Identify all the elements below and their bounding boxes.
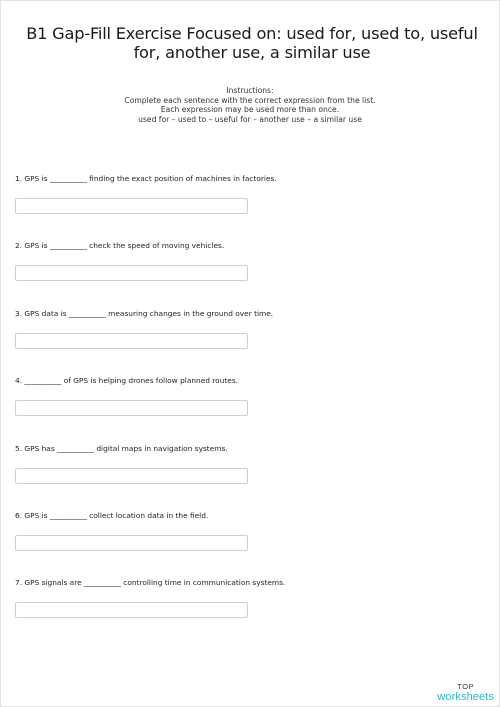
question-3-text: 3. GPS data is __________ measuring changes in the ground over time. [15,309,274,318]
instructions-line-1: Complete each sentence with the correct expression from the list. [124,95,376,105]
topworksheets-logo[interactable] [437,683,494,703]
logo-top-text: TOP [457,682,475,691]
instructions-heading: Instructions: [226,86,274,95]
question-2-answer-field[interactable] [15,265,248,281]
page-title: B1 Gap-Fill Exercise Focused on: used for, used to, useful for, another use, a similar use [26,24,478,62]
logo-worksheets-text: worksheets [437,691,494,703]
question-4-text: 4. __________ of GPS is helping drones follow planned routes. [15,376,239,385]
question-2-text: 2. GPS is __________ check the speed of moving vehicles. [15,241,225,250]
instructions-line-2: Each expression may be used more than once. [160,105,340,115]
question-1-answer-field[interactable] [15,198,248,214]
instructions [0,86,500,124]
question-7-answer-field[interactable] [15,602,248,618]
question-6-answer-field[interactable] [15,535,248,551]
question-4-answer-field[interactable] [15,400,248,416]
question-1-text: 1. GPS is __________ finding the exact position of machines in factories. [15,174,277,183]
question-5-text: 5. GPS has __________ digital maps in navigation systems. [15,444,228,453]
question-5-answer-field[interactable] [15,468,248,484]
question-7-text: 7. GPS signals are __________ controlling time in communication systems. [15,578,286,587]
instructions-options: used for – used to – useful for – another use – a similar use [138,114,362,124]
question-6-text: 6. GPS is __________ collect location data in the field. [15,511,209,520]
question-3-answer-field[interactable] [15,333,248,349]
